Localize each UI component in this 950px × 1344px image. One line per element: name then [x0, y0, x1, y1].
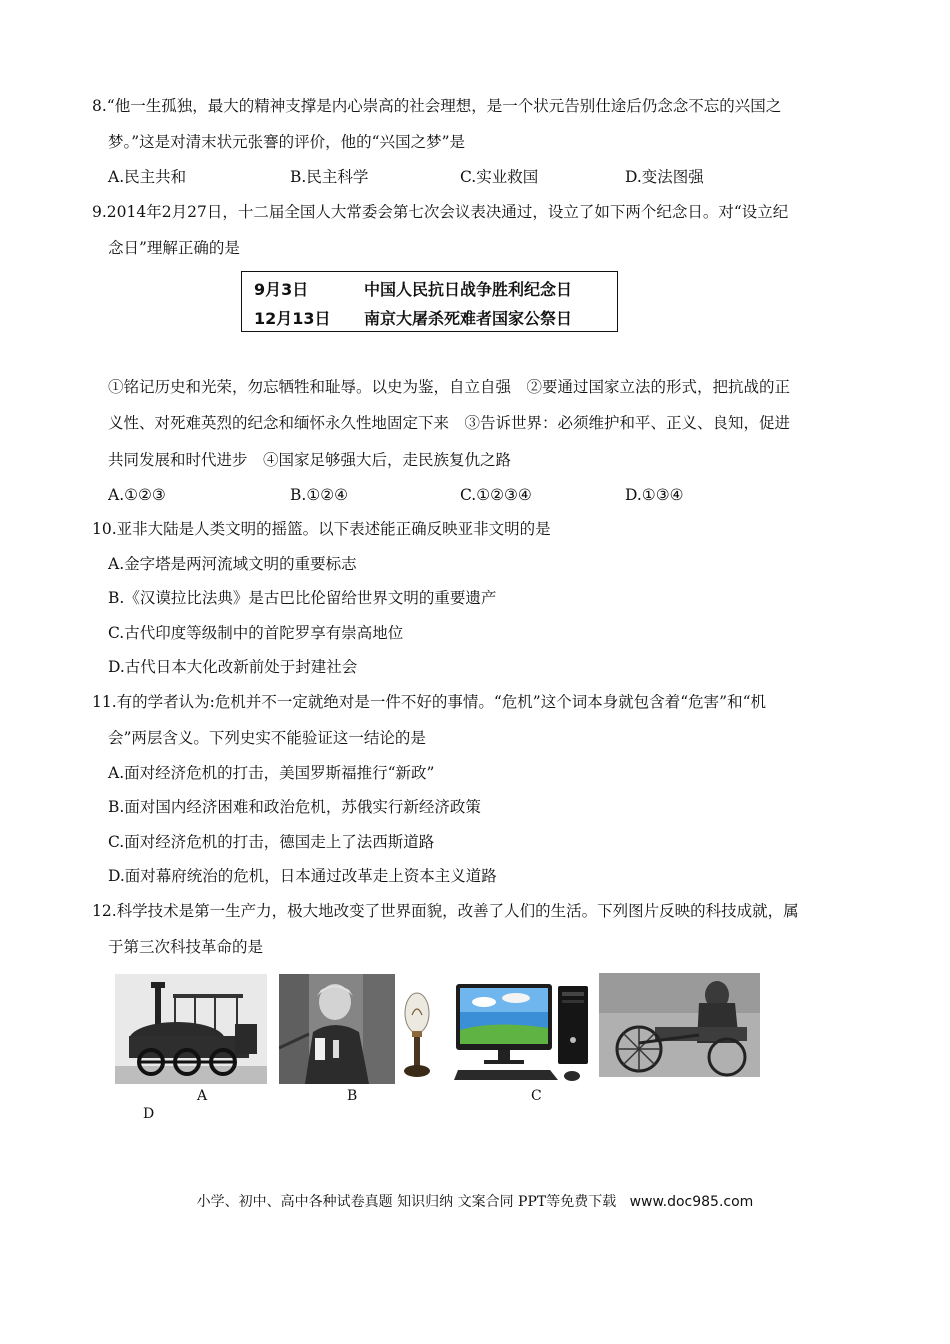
caption-d: D [143, 1106, 155, 1122]
q8-stem-line2: 梦。”这是对清末状元张謇的评价，他的“兴国之梦”是 [108, 133, 466, 151]
q8-option-c: C.实业救国 [460, 168, 539, 186]
q9-option-b: B.①②④ [290, 486, 349, 504]
early-automobile-image [599, 973, 760, 1077]
steam-locomotive-image [115, 974, 267, 1084]
caption-c: C [531, 1088, 542, 1104]
page-footer [0, 1192, 950, 1212]
q12-stem-line1: 12.科学技术是第一生产力，极大地改变了世界面貌，改善了人们的生活。下列图片反映的科技成就，属 [92, 902, 799, 920]
q10-option-b: B.《汉谟拉比法典》是古巴比伦留给世界文明的重要遗产 [108, 589, 497, 607]
q9-stem-line2: 念日”理解正确的是 [108, 239, 240, 257]
q9-statement-line1: ①铭记历史和光荣，勿忘牺牲和耻辱。以史为鉴，自立自强 ②要通过国家立法的形式，把抗战的正 [108, 378, 791, 396]
q10-option-c: C.古代印度等级制中的首陀罗享有崇高地位 [108, 624, 404, 642]
footer-link[interactable]: www.doc985.com [629, 1194, 754, 1210]
q10-stem: 10.亚非大陆是人类文明的摇篮。以下表述能正确反映亚非文明的是 [92, 520, 551, 538]
caption-a: A [197, 1088, 208, 1104]
memorial-date: 9月3日 [254, 280, 309, 299]
q11-stem-line2: 会”两层含义。下列史实不能验证这一结论的是 [108, 729, 426, 747]
q9-option-d: D.①③④ [625, 486, 684, 504]
q9-statement-line2: 义性、对死难英烈的纪念和缅怀永久性地固定下来 ③告诉世界：必须维护和平、正义、良知，促进 [108, 414, 791, 432]
q8-stem-line1: 8.“他一生孤独，最大的精神支撑是内心崇高的社会理想，是一个状元告别仕途后仍念念不忘的兴国之 [92, 97, 782, 115]
q11-option-d: D.面对幕府统治的危机，日本通过改革走上资本主义道路 [108, 867, 497, 885]
memorial-name: 中国人民抗日战争胜利纪念日 [364, 280, 573, 299]
q11-option-a: A.面对经济危机的打击，美国罗斯福推行“新政” [108, 764, 435, 782]
memorial-name: 南京大屠杀死难者国家公祭日 [364, 309, 573, 328]
light-bulb-image [402, 985, 432, 1081]
q8-option-a: A.民主共和 [108, 168, 187, 186]
memorial-date: 12月13日 [254, 309, 331, 328]
q8-option-b: B.民主科学 [290, 168, 369, 186]
q12-stem-line2: 于第三次科技革命的是 [108, 938, 264, 956]
q9-stem-line1: 9.2014年2月27日，十二届全国人大常委会第七次会议表决通过，设立了如下两个纪念日。对“设立纪 [92, 203, 789, 221]
q9-option-c: C.①②③④ [460, 486, 532, 504]
q9-statement-line3: 共同发展和时代进步 ④国家足够强大后，走民族复仇之路 [108, 451, 512, 469]
q11-option-b: B.面对国内经济困难和政治危机，苏俄实行新经济政策 [108, 798, 481, 816]
q10-option-d: D.古代日本大化改新前处于封建社会 [108, 658, 358, 676]
memorial-days-box [241, 271, 618, 332]
desktop-computer-image [454, 980, 590, 1084]
inventor-photo-image [279, 974, 395, 1084]
q10-option-a: A.金字塔是两河流域文明的重要标志 [108, 555, 357, 573]
caption-b: B [347, 1088, 358, 1104]
footer-text: 小学、初中、高中各种试卷真题 知识归纳 文案合同 PPT等免费下载 [196, 1194, 617, 1210]
q11-option-c: C.面对经济危机的打击，德国走上了法西斯道路 [108, 833, 435, 851]
q11-stem-line1: 11.有的学者认为:危机并不一定就绝对是一件不好的事情。“危机”这个词本身就包含着“危害”和“机 [92, 693, 766, 711]
q8-option-d: D.变法图强 [625, 168, 704, 186]
q9-option-a: A.①②③ [108, 486, 166, 504]
